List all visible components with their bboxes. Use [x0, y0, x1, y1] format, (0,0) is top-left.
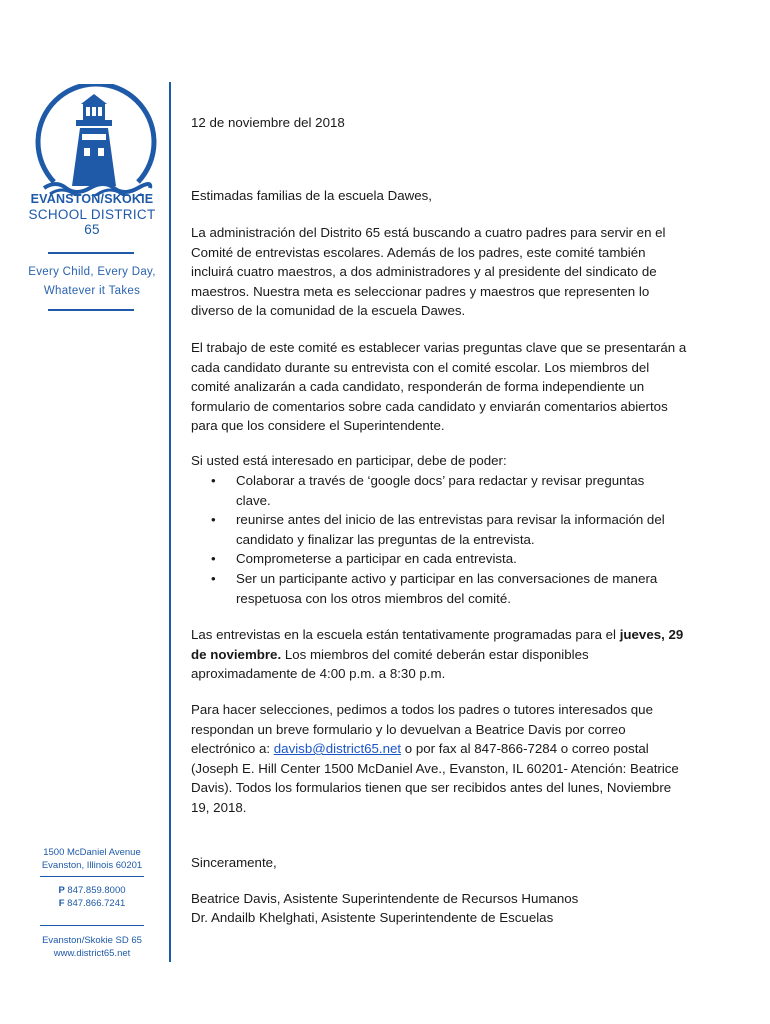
letterhead-sidebar — [0, 0, 170, 1024]
lighthouse-icon — [30, 84, 158, 196]
footer-district: Evanston/Skokie SD 65 — [42, 935, 142, 946]
paragraph-4-end: o por fax al 847-866-7284 o correo postal (Joseph E. Hill Center 1500 McDaniel Ave., Evanston, IL 60201- Atención: Beatrice Davis). Todos los formularios tienen que ser recibidos antes del lunes, Noviembre 19, 2018. — [191, 741, 679, 815]
greeting: Estimadas familias de la escuela Dawes, — [191, 188, 432, 203]
fax-value: 847.866.7241 — [67, 898, 126, 909]
paragraph-3-end: Los miembros del comité deberán estar disponibles aproximadamente de 4:00 p.m. a 8:30 p.m. — [191, 646, 589, 681]
footer-website: www.district65.net — [53, 948, 131, 959]
bullet-icon: • — [211, 551, 216, 566]
paragraph-1: La administración del Distrito 65 está buscando a cuatro padres para servir en el Comité de entrevistas escolares. Además de los padres, este comité también incluirá cuatro maestros, a dos administradores y al presidente del sindicato de maestros. Nuestra meta es seleccionar padres y maestros que representen lo diverso de la comunidad de la escuela Dawes. — [191, 225, 666, 318]
tagline-line1: Every Child, Every Day, — [28, 266, 156, 278]
paragraph-4-start: Para hacer selecciones, pedimos a todos los padres o tutores interesados que respondan un breve formulario y lo devuelvan a Beatrice Davis por correo electrónico a: — [191, 702, 653, 756]
address-street: 1500 McDaniel Avenue — [43, 847, 141, 858]
fax-label: F — [58, 898, 65, 909]
requirements-intro: Si usted está interesado en participar, debe de poder: — [191, 453, 507, 468]
bullet-icon: • — [211, 512, 216, 527]
district-name: EVANSTON/SKOKIE — [30, 192, 154, 206]
closing: Sinceramente, — [191, 855, 277, 870]
bullet-icon: • — [211, 473, 216, 488]
interview-date: jueves, 29 de noviembre. — [191, 627, 684, 662]
divider — [40, 925, 144, 926]
tagline-line2: Whatever it Takes — [43, 285, 141, 297]
bullet-icon: • — [211, 571, 216, 586]
phone-number — [22, 884, 162, 897]
letter-date: 12 de noviembre del 2018 — [191, 115, 345, 130]
list-item-text: Comprometerse a participar en cada entrevista. — [236, 551, 517, 566]
district-subtitle: SCHOOL DISTRICT 65 — [28, 207, 156, 237]
paragraph-3-start: Las entrevistas en la escuela están tentativamente programadas para el — [191, 627, 620, 642]
divider — [48, 252, 134, 254]
address-city: Evanston, Illinois 60201 — [41, 860, 143, 871]
sidebar-separator — [169, 82, 171, 962]
email-link[interactable]: davisb@district65.net — [273, 741, 402, 756]
phone-label: P — [58, 885, 65, 896]
divider — [40, 876, 144, 877]
fax-number — [22, 897, 162, 910]
paragraph-4 — [191, 700, 691, 817]
paragraph-3 — [191, 625, 691, 684]
list-item-text: Ser un participante activo y participar en las conversaciones de manera respetuosa con los otros miembros del comité. — [236, 571, 658, 606]
divider — [48, 309, 134, 311]
paragraph-2: El trabajo de este comité es establecer varias preguntas clave que se presentarán a cada candidato durante su entrevista con el comité escolar. Los miembros del comité analizarán a cada candidato, responderán de forma independiente un formulario de comentarios sobre cada candidato y enviarán comentarios abiertos para que los considere el Superintendente. — [191, 340, 687, 433]
signature-2: Dr. Andailb Khelghati, Asistente Superintendente de Escuelas — [191, 910, 554, 925]
list-item-text: reunirse antes del inicio de las entrevistas para revisar la información del candidato y finalizar las preguntas de la entrevista. — [236, 512, 665, 547]
list-item-text: Colaborar a través de ‘google docs’ para redactar y revisar preguntas clave. — [236, 473, 645, 508]
phone-value: 847.859.8000 — [67, 885, 126, 896]
signature-1: Beatrice Davis, Asistente Superintendente de Recursos Humanos — [191, 891, 579, 906]
